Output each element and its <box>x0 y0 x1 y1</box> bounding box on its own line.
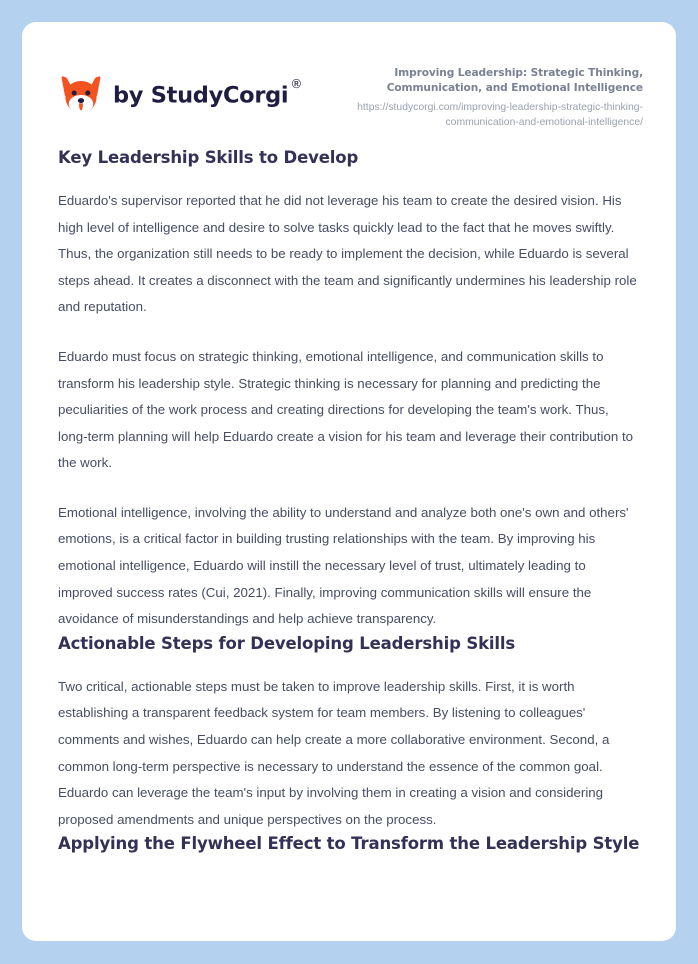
section-heading-actionable-steps: Actionable Steps for Developing Leadership Skills <box>58 633 516 653</box>
document-url[interactable]: https://studycorgi.com/improving-leadership-strategic-thinking-communication-and-emotional-intelligence/ <box>357 102 643 129</box>
brand-wordmark-text: by StudyCorgi <box>113 82 289 108</box>
paragraph: Emotional intelligence, involving the ability to understand and analyze both one's own and others' emotions, is a critical factor in building trusting relationships with the team. By improving his emotional intelligence, Eduardo will instill the necessary level of trust, ultimately leading to improved success rates (Cui, 2021). Finally, improving communication skills will ensure the avoidance of misunderstandings and help achieve transparency. <box>58 504 629 627</box>
document-paper <box>22 22 676 941</box>
document-meta <box>351 66 643 131</box>
paragraph: Two critical, actionable steps must be taken to improve leadership skills. First, it is worth establishing a transparent feedback system for team members. By listening to colleagues' comments and wishes, Eduardo can help create a more collaborative environment. Second, a common long-term perspective is necessary to understand the essence of the common goal. Eduardo can leverage the team's input by involving them in creating a vision and considering proposed amendments and unique perspectives on the process. <box>58 678 610 827</box>
corgi-head-icon <box>58 72 104 118</box>
section-heading-key-leadership-skills: Key Leadership Skills to Develop <box>58 148 359 167</box>
section-heading-flywheel-effect: Applying the Flywheel Effect to Transform the Leadership Style <box>58 834 640 854</box>
paragraph: Eduardo's supervisor reported that he did not leverage his team to create the desired vision. His high level of intelligence and desire to solve tasks quickly lead to the fact that he moves swiftly. Thus, the organization still needs to be ready to implement the decision, while Eduardo is several steps ahead. It creates a disconnect with the team and significantly undermines his leadership role and reputation. <box>58 192 637 315</box>
brand-logo[interactable] <box>58 72 303 118</box>
document-header <box>22 22 676 147</box>
brand-wordmark <box>113 76 303 108</box>
paragraph: Eduardo must focus on strategic thinking, emotional intelligence, and communication skills to transform his leadership style. Strategic thinking is necessary for planning and predicting the peculiarities of the work process and creating directions for developing the team's work. Thus, long-term planning will help Eduardo create a vision for his team and leverage their contribution to the work. <box>58 348 634 471</box>
document-content <box>22 147 676 855</box>
registered-trademark-icon: ® <box>290 76 303 91</box>
document-title: Improving Leadership: Strategic Thinking, Communication, and Emotional Intelligence <box>386 67 643 95</box>
